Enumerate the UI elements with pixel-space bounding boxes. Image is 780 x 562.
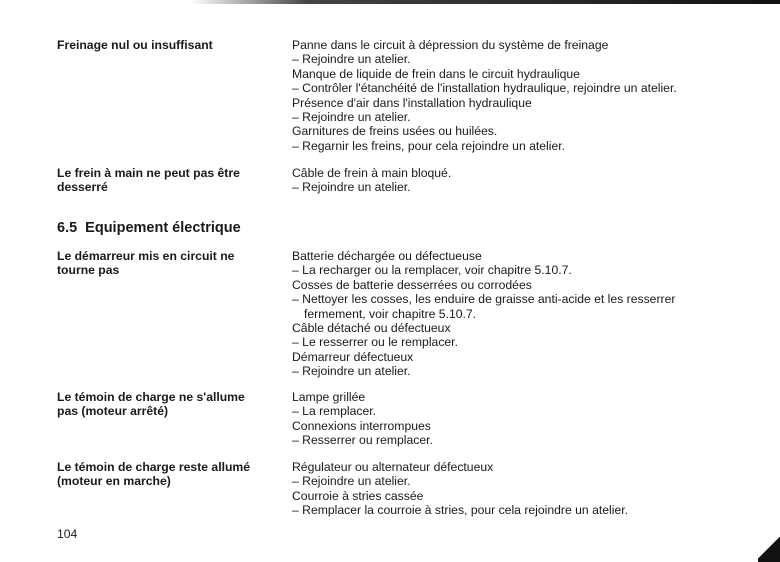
remedy-line: – Rejoindre un atelier. — [292, 52, 411, 67]
remedy-line: – Rejoindre un atelier. — [292, 364, 411, 379]
page-corner-mark — [758, 532, 780, 562]
section-heading — [57, 219, 241, 237]
cause-line: Cosses de batterie desserrées ou corrodées — [292, 277, 532, 292]
cause-line: Régulateur ou alternateur défectueux — [292, 460, 494, 474]
remedy-line: – La remplacer. — [292, 404, 377, 419]
cause-line: Panne dans le circuit à dépression du système de freinage — [292, 38, 609, 52]
remedy-line: – Regarnir les freins, pour cela rejoindre un atelier. — [292, 138, 566, 153]
section-number: 6.5 — [57, 220, 78, 236]
remedy-line: – Nettoyer les cosses, les enduire de graisse anti-acide et les resserrer — [292, 292, 676, 307]
cause-line: Manque de liquide de frein dans le circuit hydraulique — [292, 66, 580, 81]
cause-line: Batterie déchargée ou défectueuse — [292, 249, 482, 263]
problem-heading-charge-light-off — [57, 390, 267, 419]
remedy-line: – Rejoindre un atelier. — [292, 180, 411, 195]
solution-block-starter — [292, 249, 762, 379]
remedy-line: – Resserrer ou remplacer. — [292, 433, 433, 448]
cause-line: Démarreur défectueux — [292, 349, 414, 364]
problem-line: desserré — [57, 180, 108, 195]
top-edge-rule — [190, 0, 780, 4]
cause-line: Connexions interrompues — [292, 418, 431, 433]
problem-line: Le démarreur mis en circuit ne — [57, 249, 235, 263]
cause-line: Câble de frein à main bloqué. — [292, 166, 452, 180]
problem-heading-charge-light-on — [57, 460, 267, 489]
remedy-line: – Rejoindre un atelier. — [292, 110, 411, 125]
cause-line: Courroie à stries cassée — [292, 488, 424, 503]
cause-line: Câble détaché ou défectueux — [292, 321, 451, 336]
remedy-line-continued: fermement, voir chapitre 5.10.7. — [304, 306, 477, 321]
remedy-line: – Le resserrer ou le remplacer. — [292, 335, 458, 350]
cause-line: Lampe grillée — [292, 390, 366, 404]
cause-line: Garnitures de freins usées ou huilées. — [292, 124, 498, 139]
solution-block-handbrake — [292, 166, 762, 195]
remedy-line: – Remplacer la courroie à stries, pour cela rejoindre un atelier. — [292, 503, 629, 518]
problem-line: Le témoin de charge reste allumé — [57, 460, 251, 474]
problem-line: (moteur en marche) — [57, 474, 171, 489]
solution-block-brakes — [292, 38, 762, 153]
problem-line: Freinage nul ou insuffisant — [57, 38, 213, 52]
problem-heading-handbrake — [57, 166, 267, 195]
solution-block-charge-light-off — [292, 390, 762, 448]
remedy-line: – La recharger ou la remplacer, voir chapitre 5.10.7. — [292, 263, 572, 278]
remedy-line: – Rejoindre un atelier. — [292, 474, 411, 489]
problem-heading-starter — [57, 249, 267, 278]
problem-line: Le témoin de charge ne s'allume — [57, 390, 245, 404]
problem-line: pas (moteur arrêté) — [57, 404, 169, 419]
page-number: 104 — [57, 527, 78, 541]
remedy-line: – Contrôler l'étanchéité de l'installation hydraulique, rejoindre un atelier. — [292, 81, 677, 96]
problem-heading-brakes — [57, 38, 267, 52]
section-title-text: Equipement électrique — [85, 220, 241, 236]
solution-block-charge-light-on — [292, 460, 762, 518]
cause-line: Présence d'air dans l'installation hydraulique — [292, 95, 532, 110]
problem-line: Le frein à main ne peut pas être — [57, 166, 240, 180]
problem-line: tourne pas — [57, 263, 120, 278]
